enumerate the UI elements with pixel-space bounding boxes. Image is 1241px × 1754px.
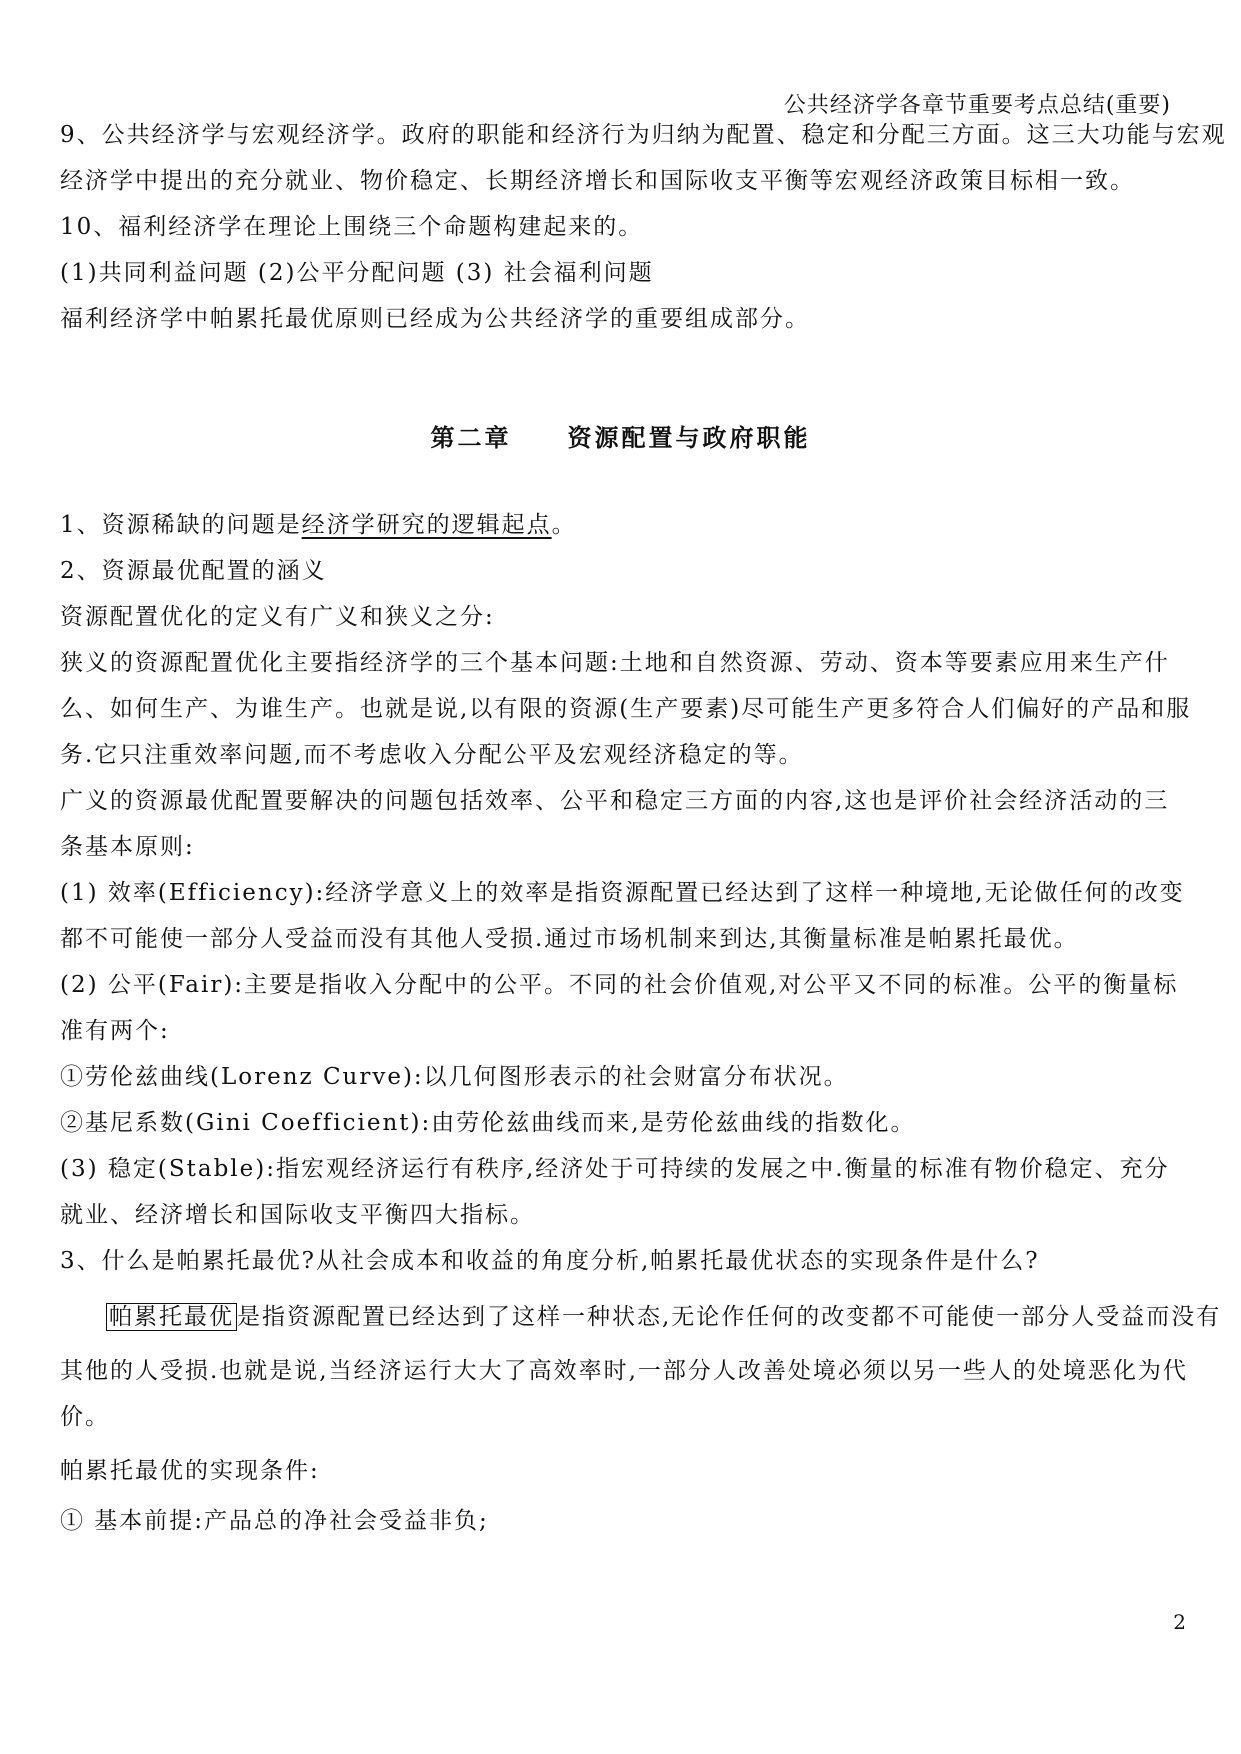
paragraph-line: 狭义的资源配置优化主要指经济学的三个基本问题:土地和自然资源、劳动、资本等要素应用来生产什 xyxy=(60,650,1170,676)
item-1-suffix: 。 xyxy=(551,512,577,538)
item-1-prefix: 1、资源稀缺的问题是 xyxy=(60,512,302,538)
paragraph-line: 条基本原则: xyxy=(60,834,195,860)
paragraph-line: 9、公共经济学与宏观经济学。政府的职能和经济行为归纳为配置、稳定和分配三方面。这三大功能与宏观 xyxy=(60,122,1227,148)
boxed-term: 帕累托最优 xyxy=(106,1303,237,1331)
paragraph-line: 帕累托最优的实现条件: xyxy=(60,1458,320,1484)
chapter-number: 第二章 xyxy=(430,423,512,452)
chapter-title xyxy=(0,418,1241,453)
paragraph-line: 都不可能使一部分人受益而没有其他人受损.通过市场机制来到达,其衡量标准是帕累托最优。 xyxy=(60,926,1079,952)
paragraph-line: ①劳伦兹曲线(Lorenz Curve):以几何图形表示的社会财富分布状况。 xyxy=(60,1064,849,1090)
paragraph-line: 资源配置优化的定义有广义和狭义之分: xyxy=(60,604,495,630)
paragraph-line: 经济学中提出的充分就业、物价稳定、长期经济增长和国际收支平衡等宏观经济政策目标相一致。 xyxy=(60,168,1135,194)
paragraph-line: (1)共同利益问题 (2)公平分配问题 (3) 社会福利问题 xyxy=(60,260,654,286)
paragraph-line: 福利经济学中帕累托最优原则已经成为公共经济学的重要组成部分。 xyxy=(60,306,810,332)
item-1 xyxy=(60,506,577,539)
paragraph-line: ① 基本前提:产品总的净社会受益非负; xyxy=(60,1508,489,1534)
paragraph-line: 就业、经济增长和国际收支平衡四大指标。 xyxy=(60,1202,535,1228)
paragraph-line: (1) 效率(Efficiency):经济学意义上的效率是指资源配置已经达到了这样一种境地,无论做任何的改变 xyxy=(60,880,1185,906)
paragraph-line: ②基尼系数(Gini Coefficient):由劳伦兹曲线而来,是劳伦兹曲线的指数化。 xyxy=(60,1110,916,1136)
paragraph-line: (2) 公平(Fair):主要是指收入分配中的公平。不同的社会价值观,对公平又不同的标准。公平的衡量标 xyxy=(60,972,1179,998)
paragraph-line: 2、资源最优配置的涵义 xyxy=(60,558,327,584)
paragraph-line: 准有两个: xyxy=(60,1018,170,1044)
paragraph-line: 务.它只注重效率问题,而不考虑收入分配公平及宏观经济稳定的等。 xyxy=(60,742,804,768)
page-number: 2 xyxy=(1173,1610,1186,1634)
paragraph-line: 价。 xyxy=(60,1404,110,1430)
paragraph-line: 广义的资源最优配置要解决的问题包括效率、公平和稳定三方面的内容,这也是评价社会经济活动的三 xyxy=(60,788,1170,814)
paragraph-line: (3) 稳定(Stable):指宏观经济运行有秩序,经济处于可持续的发展之中.衡量的标准有物价稳定、充分 xyxy=(60,1156,1170,1182)
paragraph-line: 么、如何生产、为谁生产。也就是说,以有限的资源(生产要素)尽可能生产更多符合人们偏好的产品和服 xyxy=(60,696,1192,722)
pareto-definition xyxy=(60,1298,1221,1331)
chapter-name: 资源配置与政府职能 xyxy=(567,423,811,452)
paragraph-line: 10、福利经济学在理论上围绕三个命题构建起来的。 xyxy=(60,214,644,240)
paragraph-line: 其他的人受损.也就是说,当经济运行大大了高效率时,一部分人改善处境必须以另一些人的处境恶化为代 xyxy=(60,1358,1188,1384)
paragraph-line: 3、什么是帕累托最优?从社会成本和收益的角度分析,帕累托最优状态的实现条件是什么? xyxy=(60,1248,1040,1274)
underlined-phrase: 经济学研究的逻辑起点 xyxy=(301,512,552,538)
pareto-definition-text: 是指资源配置已经达到了这样一种状态,无论作任何的改变都不可能使一部分人受益而没有 xyxy=(237,1304,1222,1330)
page-header: 公共经济学各章节重要考点总结(重要) xyxy=(783,93,1171,118)
